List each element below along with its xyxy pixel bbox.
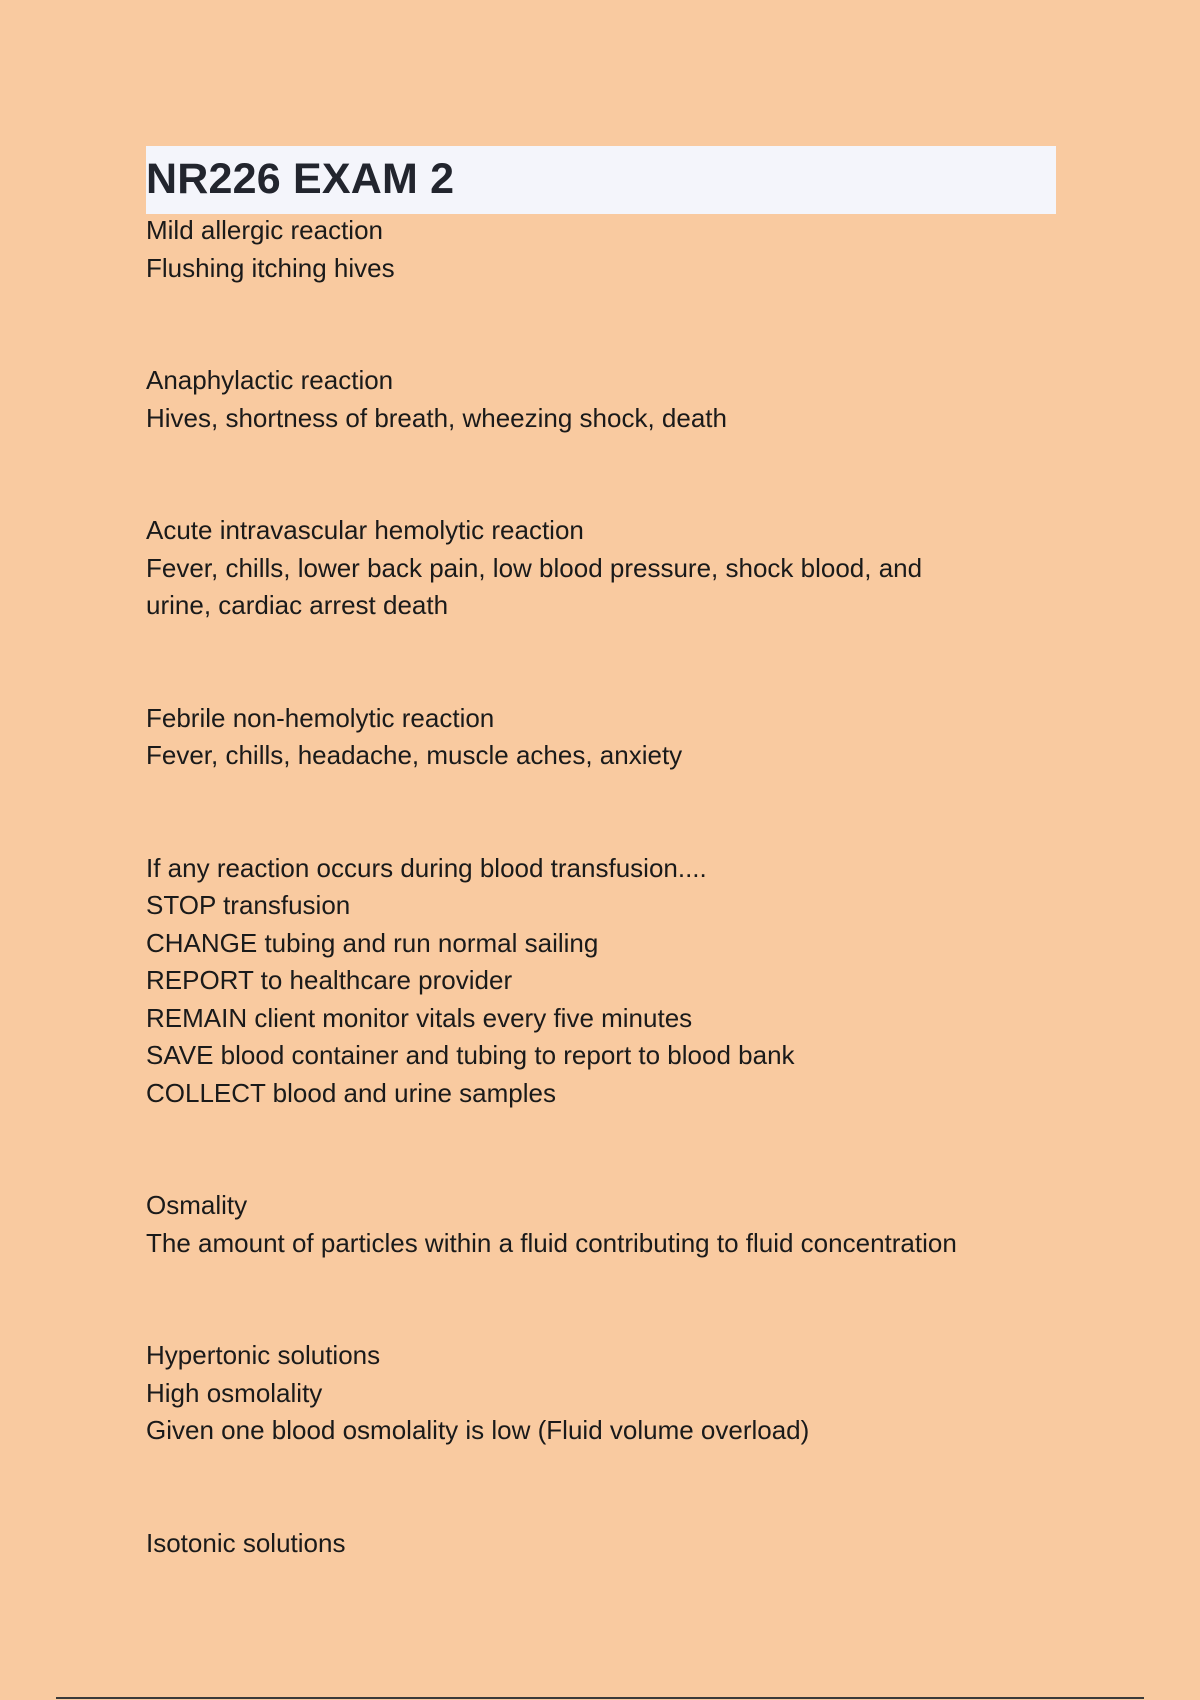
section-text: High osmolality [146,1377,323,1408]
section-osmality [146,1187,1046,1262]
section-heading: Hypertonic solutions [146,1340,381,1370]
step-item: CHANGE tubing and run normal sailing [146,927,599,958]
step-item: REPORT to healthcare provider [146,965,513,995]
section-heading: Anaphylactic reaction [146,365,394,395]
step-item: SAVE blood container and tubing to report to blood bank [146,1040,795,1070]
page-title: NR226 EXAM 2 [146,155,455,203]
section-isotonic-solutions [146,1525,1046,1563]
section-heading: Acute intravascular hemolytic reaction [146,515,584,545]
section-heading: Isotonic solutions [146,1527,346,1558]
section-anaphylactic-reaction [146,362,1046,437]
section-transfusion-reaction-steps [146,850,1046,1113]
section-text: Flushing itching hives [146,252,395,283]
section-mild-allergic-reaction [146,212,1046,287]
section-acute-hemolytic-reaction [146,512,1046,625]
section-text: Given one blood osmolality is low (Fluid volume overload) [146,1415,810,1445]
step-item: REMAIN client monitor vitals every five minutes [146,1002,693,1033]
section-heading: Febrile non-hemolytic reaction [146,702,495,733]
section-text: Fever, chills, headache, muscle aches, anxiety [146,740,683,770]
section-febrile-reaction [146,700,1046,775]
step-item: STOP transfusion [146,890,351,920]
section-text: The amount of particles within a fluid contributing to fluid concentration [146,1227,957,1258]
section-text: Hives, shortness of breath, wheezing shock, death [146,402,727,433]
step-item: COLLECT blood and urine samples [146,1077,556,1108]
section-heading: Mild allergic reaction [146,215,383,245]
section-hypertonic-solutions [146,1337,1046,1450]
section-heading: If any reaction occurs during blood transfusion.... [146,852,707,883]
section-text: Fever, chills, lower back pain, low blood pressure, shock blood, and [146,552,923,583]
document-content [146,212,1046,1637]
section-heading: Osmality [146,1190,248,1220]
section-text: urine, cardiac arrest death [146,590,449,620]
page-bottom-divider [56,1697,1144,1699]
title-bar [146,146,1056,214]
